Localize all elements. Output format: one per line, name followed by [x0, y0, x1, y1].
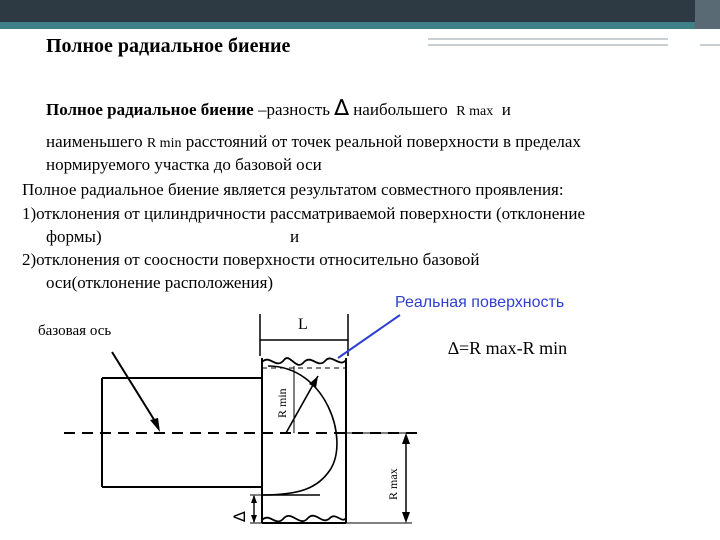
definition-smallest: наименьшего	[46, 132, 143, 151]
delta-arrow-top	[251, 495, 257, 503]
label-base-axis: базовая ось	[38, 323, 112, 339]
rmax-arrow-top	[402, 433, 410, 444]
label-delta: ∆	[230, 511, 249, 522]
definition-line-3: нормируемого участка до базовой оси	[46, 155, 322, 174]
base-axis-pointer	[112, 352, 158, 426]
label-l: L	[298, 316, 308, 333]
real-surface-bottom	[262, 516, 346, 522]
body-line-4: Полное радиальное биение является результатом совместного проявления:	[22, 180, 564, 199]
delta-symbol: ∆	[334, 96, 349, 121]
base-axis-pointer-head	[150, 418, 160, 432]
definition-rmin: R min	[146, 136, 182, 151]
body-line-5: 1)отклонения от цилиндричности рассматриваемой поверхности (отклонение	[22, 204, 586, 223]
definition-and: и	[501, 100, 511, 119]
delta-arrow-bottom	[251, 515, 257, 523]
body-line-7: 2)отклонения от соосности поверхности относительно базовой	[22, 250, 480, 269]
label-rmin: R min	[275, 388, 289, 418]
definition-dash: –разность	[257, 100, 330, 119]
real-surface-top	[262, 358, 346, 365]
label-rmax: R max	[386, 468, 400, 500]
body-line-6a: формы)	[46, 227, 102, 246]
slide-title: Полное радиальное биение	[46, 35, 291, 57]
label-real-surface: Реальная поверхность	[395, 294, 565, 311]
definition-rest: расстояний от точек реальной поверхности в пределах	[185, 132, 581, 151]
definition-largest: наибольшего	[353, 100, 448, 119]
section-profile-arc	[262, 366, 337, 495]
body-line-8: оси(отклонение расположения)	[46, 273, 274, 292]
definition-term: Полное радиальное биение	[46, 100, 254, 119]
formula-delta: ∆=R max-R min	[448, 338, 568, 358]
rmax-arrow-bottom	[402, 512, 410, 523]
definition-rmax: R max	[456, 104, 494, 119]
body-line-6b: и	[290, 227, 300, 246]
